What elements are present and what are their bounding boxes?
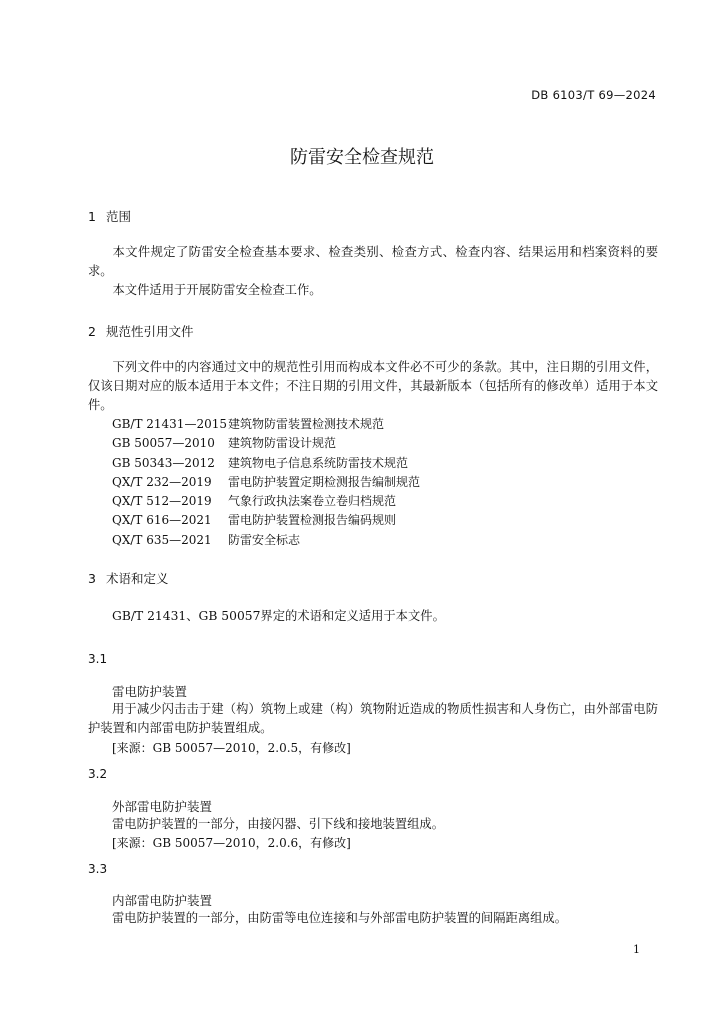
- page-number: 1: [633, 943, 640, 956]
- section-number: 3: [88, 571, 96, 586]
- term-number: 3.2: [88, 767, 108, 781]
- section-2-heading: [88, 322, 194, 340]
- reference-name: 雷电防护装置检测报告编码规则: [228, 513, 397, 528]
- reference-name: 建筑物防雷装置检测技术规范: [228, 417, 385, 431]
- term-number: 3.1: [88, 652, 108, 666]
- reference-item: [112, 454, 420, 473]
- section-title: 规范性引用文件: [106, 324, 194, 339]
- term-number: 3.3: [88, 862, 108, 876]
- document-number: DB 6103/T 69—2024: [531, 88, 656, 102]
- term-source: [来源：GB 50057—2010，2.0.6，有修改]: [112, 836, 351, 850]
- reference-name: 建筑物防雷设计规范: [228, 436, 337, 451]
- section-1-paragraph-1: 本文件规定了防雷安全检查基本要求、检查类别、检查方式、检查内容、结果运用和档案资料的要求。: [88, 245, 658, 278]
- section-1-paragraph-2: 本文件适用于开展防雷安全检查工作。: [112, 283, 322, 297]
- reference-item: [112, 492, 420, 511]
- reference-item: [112, 473, 420, 492]
- reference-item: [112, 511, 420, 530]
- section-1-heading: [88, 207, 131, 225]
- document-title: 防雷安全检查规范: [290, 147, 434, 168]
- section-title: 范围: [106, 209, 132, 224]
- reference-name: 防雷安全标志: [228, 532, 301, 547]
- reference-code: GB 50057—2010: [112, 436, 215, 451]
- term-definition: 雷电防护装置的一部分，由防雷等电位连接和与外部雷电防护装置的间隔距离组成。: [112, 911, 567, 925]
- reference-code: QX/T 232—2019: [112, 474, 212, 489]
- section-2-intro: 下列文件中的内容通过文中的规范性引用而构成本文件必不可少的条款。其中，注日期的引用文件，仅该日期对应的版本适用于本文件；不注日期的引用文件，其最新版本（包括所有的修改单）适用于本文件。: [88, 360, 658, 412]
- term-name: 雷电防护装置: [112, 684, 188, 699]
- reference-code: QX/T 512—2019: [112, 494, 212, 509]
- reference-code: QX/T 635—2021: [112, 532, 212, 547]
- term-source: [来源：GB 50057—2010，2.0.5，有修改]: [112, 741, 351, 755]
- reference-name: 建筑物电子信息系统防雷技术规范: [228, 455, 409, 470]
- reference-item: [112, 415, 420, 434]
- section-title: 术语和定义: [106, 571, 169, 586]
- reference-name: 雷电防护装置定期检测报告编制规范: [228, 474, 421, 489]
- reference-code: QX/T 616—2021: [112, 513, 212, 528]
- section-number: 1: [88, 209, 96, 224]
- reference-item: [112, 531, 420, 550]
- term-name: 外部雷电防护装置: [112, 799, 213, 814]
- section-3-intro: GB/T 21431、GB 50057界定的术语和定义适用于本文件。: [112, 609, 445, 623]
- term-name: 内部雷电防护装置: [112, 893, 213, 908]
- section-3-heading: [88, 569, 169, 587]
- reference-item: [112, 434, 420, 453]
- reference-code: GB 50343—2012: [112, 455, 215, 470]
- reference-name: 气象行政执法案卷立卷归档规范: [228, 494, 397, 509]
- reference-list: [112, 415, 420, 550]
- section-number: 2: [88, 324, 96, 339]
- reference-code: GB/T 21431—2015: [112, 417, 227, 431]
- term-definition: 雷电防护装置的一部分，由接闪器、引下线和接地装置组成。: [112, 817, 445, 831]
- term-definition: 用于减少闪击击于建（构）筑物上或建（构）筑物附近造成的物质性损害和人身伤亡，由外部雷电防护装置和内部雷电防护装置组成。: [88, 702, 658, 735]
